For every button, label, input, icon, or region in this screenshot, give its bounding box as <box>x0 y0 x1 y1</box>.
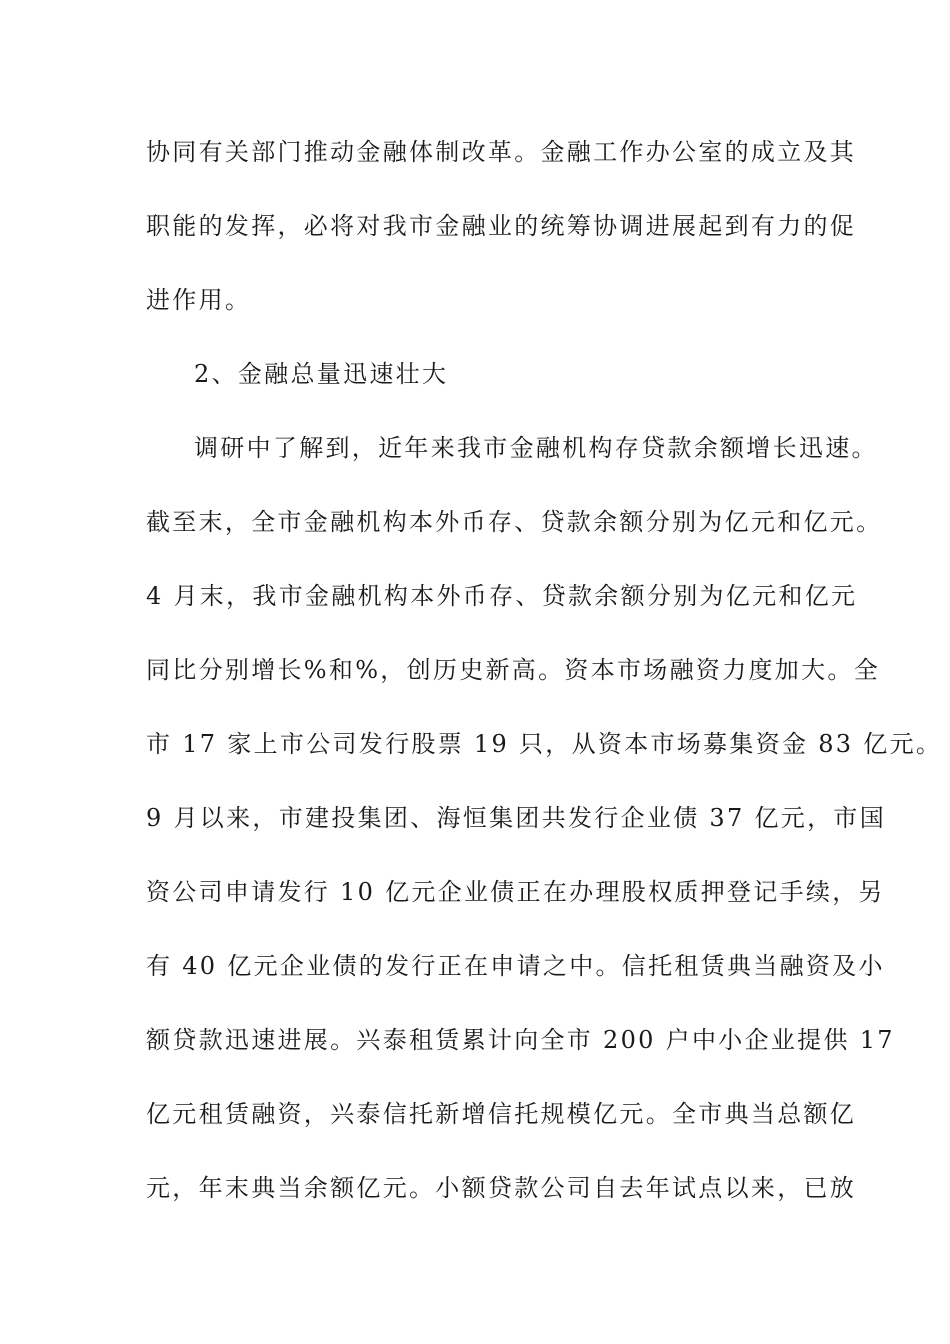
paragraph-line: 同比分别增长%和%，创历史新高。资本市场融资力度加大。全 <box>146 656 881 684</box>
paragraph-line: 4 月末，我市金融机构本外币存、贷款余额分别为亿元和亿元 <box>146 582 858 610</box>
paragraph-line: 协同有关部门推动金融体制改革。金融工作办公室的成立及其 <box>146 138 857 166</box>
paragraph-line: 资公司申请发行 10 亿元企业债正在办理股权质押登记手续，另 <box>146 878 885 906</box>
paragraph-line: 调研中了解到，近年来我市金融机构存贷款余额增长迅速。 <box>194 434 878 462</box>
section-heading: 2、金融总量迅速壮大 <box>194 360 449 388</box>
paragraph-line: 9 月以来，市建投集团、海恒集团共发行企业债 37 亿元，市国 <box>146 804 886 832</box>
paragraph-line: 职能的发挥，必将对我市金融业的统筹协调进展起到有力的促 <box>146 212 857 240</box>
paragraph-line: 亿元租赁融资，兴泰信托新增信托规模亿元。全市典当总额亿 <box>146 1100 857 1128</box>
paragraph-line: 有 40 亿元企业债的发行正在申请之中。信托租赁典当融资及小 <box>146 952 885 980</box>
paragraph-line: 元，年末典当余额亿元。小额贷款公司自去年试点以来，已放 <box>146 1174 857 1202</box>
paragraph-line: 截至末，全市金融机构本外币存、贷款余额分别为亿元和亿元。 <box>146 508 883 536</box>
paragraph-line: 进作用。 <box>146 286 252 314</box>
paragraph-line: 额贷款迅速进展。兴泰租赁累计向全市 200 户中小企业提供 17 <box>146 1026 895 1054</box>
paragraph-line: 市 17 家上市公司发行股票 19 只，从资本市场募集资金 83 亿元。 <box>146 730 943 758</box>
